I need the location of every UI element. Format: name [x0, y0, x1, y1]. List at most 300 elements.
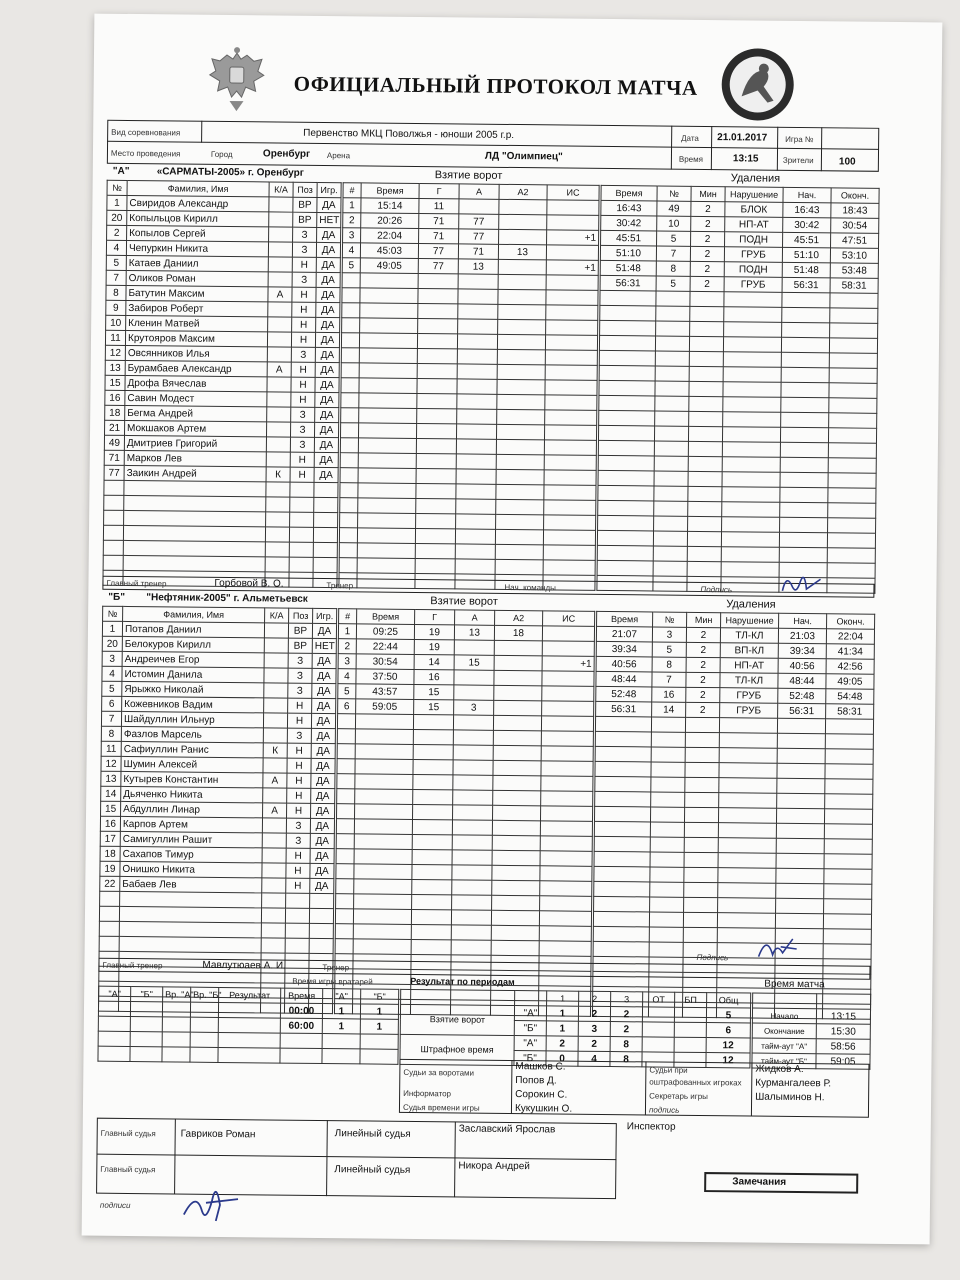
player-name — [123, 555, 265, 571]
penalty-end — [824, 899, 872, 915]
goal-time — [357, 528, 415, 544]
goal-situation — [539, 911, 591, 927]
goal-number — [340, 498, 358, 513]
player-played — [313, 542, 337, 557]
goal-assist-2 — [496, 469, 544, 485]
player-name: Бурамбаев Александр — [125, 360, 267, 376]
goal-assist-1 — [457, 394, 497, 409]
goal-scorer: 11 — [419, 199, 459, 214]
player-name: Бегма Андрей — [125, 405, 267, 421]
player-position: Н — [291, 377, 315, 392]
gk-cell — [190, 1002, 218, 1017]
penalty-header-cell: Нарушение — [721, 613, 779, 629]
goal-situation — [545, 410, 597, 426]
teamA-coach-label: Главный тренер — [106, 578, 167, 589]
referee-label-1: Главный судья — [100, 1128, 156, 1139]
penalty-minutes — [688, 471, 722, 486]
goal-assist-1 — [452, 805, 492, 820]
goal-situation — [542, 701, 594, 717]
player-role — [261, 923, 285, 938]
penalty-end: 47:51 — [831, 233, 879, 249]
goal-number — [336, 879, 354, 894]
penalty-player: 3 — [652, 627, 686, 642]
player-played: ДА — [311, 728, 335, 743]
goal-scorer — [416, 423, 456, 438]
goal-assist-2 — [492, 835, 540, 851]
penalty-minutes — [683, 912, 717, 927]
goal-assist-2 — [493, 715, 541, 731]
player-position: З — [286, 818, 310, 833]
penalty-player — [650, 837, 684, 852]
goal-time — [354, 879, 412, 895]
penalty-player — [654, 441, 688, 456]
penalty-violation: ПОДН — [724, 262, 782, 278]
goals-header-cell: Время — [361, 183, 419, 199]
goal-scorer — [415, 528, 455, 543]
goal-assist-1 — [452, 895, 492, 910]
player-position: З — [292, 242, 316, 257]
goal-assist-1 — [453, 760, 493, 775]
player-number: 49 — [104, 435, 124, 450]
roster-header-cell: Поз — [293, 182, 317, 197]
goal-situation — [546, 305, 598, 321]
goal-situation — [545, 365, 597, 381]
goal-assist-1 — [454, 670, 494, 685]
penalty-start — [782, 322, 830, 338]
goal-assist-1 — [457, 364, 497, 379]
penalty-start — [781, 412, 829, 428]
goal-number — [341, 348, 359, 363]
goal-assist-1 — [453, 730, 493, 745]
penalty-header-cell: Время — [601, 185, 657, 201]
player-played: ДА — [315, 347, 339, 362]
penalty-end — [825, 794, 873, 810]
penalty-end — [828, 443, 876, 459]
penalty-time — [599, 335, 655, 351]
player-played: ДА — [314, 452, 338, 467]
penalty-minutes — [687, 561, 721, 576]
goal-assist-1 — [451, 925, 491, 940]
player-played: ДА — [310, 818, 334, 833]
penalty-header-cell: Время — [597, 611, 653, 627]
period-goals-cell — [642, 1022, 674, 1037]
penalty-player: 10 — [657, 216, 691, 231]
period-header-cell: БП — [675, 992, 707, 1007]
goal-judge-1: Машков С. — [515, 1061, 566, 1073]
penalty-end — [827, 563, 875, 579]
goal-assist-2 — [493, 790, 541, 806]
goal-assist-1 — [453, 775, 493, 790]
goal-situation — [546, 245, 598, 261]
teamB-coach-label: Главный тренер — [102, 960, 163, 971]
goal-situation — [545, 335, 597, 351]
remarks-label: Замечания — [732, 1176, 787, 1188]
penalty-end — [825, 749, 873, 765]
goal-time — [357, 558, 415, 574]
goal-number — [337, 759, 355, 774]
penalty-player — [649, 942, 683, 957]
goal-scorer — [417, 348, 457, 363]
goal-scorer — [416, 453, 456, 468]
gk-header-cell: "Б" — [361, 989, 399, 1004]
goal-situation — [545, 350, 597, 366]
goal-assist-1 — [452, 880, 492, 895]
player-position: ВР — [293, 197, 317, 212]
goal-scorer — [417, 333, 457, 348]
goal-time — [355, 729, 413, 745]
penalty-minutes — [685, 732, 719, 747]
goal-time — [360, 318, 418, 334]
penalty-time — [598, 515, 654, 531]
penalty-player — [653, 531, 687, 546]
goalkeeper-time-table — [97, 986, 399, 1065]
goal-situation — [540, 821, 592, 837]
penalty-player — [649, 912, 683, 927]
penalty-header-cell: Оконч. — [831, 188, 879, 204]
penalty-time — [595, 761, 651, 777]
player-number: 2 — [107, 225, 127, 240]
player-role: А — [267, 362, 291, 377]
penalty-violation — [723, 367, 781, 383]
goal-assist-1 — [451, 910, 491, 925]
goal-assist-2 — [496, 484, 544, 500]
goal-assist-1: 3 — [454, 700, 494, 715]
penalty-time: 30:42 — [601, 215, 657, 231]
player-number: 12 — [105, 345, 125, 360]
player-played — [314, 482, 338, 497]
player-played: НЕТ — [317, 212, 341, 227]
goal-number — [341, 333, 359, 348]
goal-number: 1 — [338, 624, 356, 639]
player-name: Сафиуллин Ранис — [121, 741, 263, 757]
goal-scorer — [411, 939, 451, 954]
player-position — [286, 893, 310, 908]
penalty-end: 58:31 — [826, 704, 874, 720]
penalty-time — [600, 320, 656, 336]
gk-time-title: Время игры вратарей — [292, 976, 373, 987]
goal-assist-2 — [498, 274, 546, 290]
player-number: 4 — [106, 240, 126, 255]
penalty-time — [599, 365, 655, 381]
goal-scorer — [413, 744, 453, 759]
period-pim-cell: 12 — [706, 1038, 750, 1053]
player-role — [265, 557, 289, 572]
goal-situation: +1 — [547, 230, 599, 246]
penalty-judge-1: Жидков А. — [755, 1063, 804, 1076]
player-name: Кожевников Вадим — [122, 696, 264, 712]
goal-assist-2 — [492, 895, 540, 911]
player-number: 1 — [102, 621, 122, 636]
goal-situation — [540, 806, 592, 822]
penalty-start — [775, 913, 823, 929]
penalty-violation — [719, 793, 777, 809]
player-name: Крутояров Максим — [125, 330, 267, 346]
penalty-player — [654, 486, 688, 501]
player-number — [104, 510, 124, 525]
page-title: ОФИЦИАЛЬНЫЙ ПРОТОКОЛ МАТЧА — [293, 71, 698, 100]
signatures-label: подписи — [99, 1200, 131, 1211]
goal-assist-2: 13 — [498, 244, 546, 260]
goal-assist-1 — [453, 715, 493, 730]
date-label: Дата — [681, 133, 699, 143]
goal-time — [358, 453, 416, 469]
goal-assist-1 — [454, 640, 494, 655]
player-name: Забиров Роберт — [126, 300, 268, 316]
penalty-violation — [722, 472, 780, 488]
penalty-violation — [724, 307, 782, 323]
player-role — [267, 407, 291, 422]
penalty-violation — [723, 382, 781, 398]
player-name — [119, 936, 261, 952]
penalty-violation — [721, 547, 779, 563]
player-position: ВР — [288, 623, 312, 638]
spectators-value: 100 — [838, 156, 856, 168]
teamB-pen-title: Удаления — [726, 598, 776, 611]
goal-number: 2 — [343, 213, 361, 228]
goal-time — [360, 273, 418, 289]
gk-cell — [130, 1032, 162, 1047]
player-name: Онишко Никита — [120, 861, 262, 877]
player-name — [124, 510, 266, 526]
period-header-cell: Общ — [707, 993, 751, 1008]
goal-scorer: 71 — [419, 214, 459, 229]
penalty-minutes — [688, 426, 722, 441]
player-played: ДА — [316, 257, 340, 272]
player-position: Н — [287, 713, 311, 728]
goal-situation — [545, 380, 597, 396]
penalty-header-cell: Нарушение — [725, 187, 783, 203]
player-name: Копыльцов Кирилл — [127, 210, 269, 226]
goal-assist-2 — [499, 214, 547, 230]
goal-number: 1 — [343, 198, 361, 213]
gk-header-cell: Вр. "А" — [163, 987, 191, 1002]
penalty-player — [654, 426, 688, 441]
penalty-minutes: 2 — [686, 642, 720, 657]
period-goals-cell — [642, 1007, 674, 1022]
penalty-header-cell: Нач. — [783, 187, 831, 203]
goal-assist-1 — [452, 850, 492, 865]
period-goals-cell: 3 — [578, 1021, 610, 1036]
goal-scorer — [418, 273, 458, 288]
penalty-start — [776, 823, 824, 839]
penalty-violation — [724, 322, 782, 338]
penalty-minutes — [684, 807, 718, 822]
goal-assist-1 — [454, 685, 494, 700]
player-played: ДА — [312, 668, 336, 683]
gk-time — [280, 1033, 322, 1048]
gk-header-cell: Результат — [219, 987, 281, 1003]
period-pim-cell: "Б" — [514, 1051, 546, 1066]
teamB-coach-signature — [753, 933, 801, 964]
goal-scorer: 15 — [414, 699, 454, 714]
goal-situation — [545, 395, 597, 411]
player-role — [261, 908, 285, 923]
penalty-minutes: 2 — [686, 657, 720, 672]
penalty-time — [594, 806, 650, 822]
player-number: 7 — [106, 270, 126, 285]
goal-assist-1 — [456, 454, 496, 469]
penalty-time: 45:51 — [601, 230, 657, 246]
gk-header-cell: Время — [281, 988, 323, 1003]
player-position: Н — [287, 758, 311, 773]
period-goals-cell: 5 — [706, 1008, 750, 1023]
player-number — [99, 921, 119, 936]
penalty-start — [782, 292, 830, 308]
teamA-trainer-label: Тренер — [326, 581, 354, 591]
goal-number — [341, 378, 359, 393]
player-position: З — [288, 683, 312, 698]
penalty-minutes — [689, 411, 723, 426]
goal-number — [336, 894, 354, 909]
penalty-end — [823, 929, 871, 945]
penalty-violation — [722, 457, 780, 473]
player-name — [119, 921, 261, 937]
player-number: 77 — [104, 465, 124, 480]
penalty-header-cell: Нач. — [779, 613, 827, 629]
penalty-minutes — [685, 762, 719, 777]
player-number: 8 — [106, 285, 126, 300]
player-number: 6 — [102, 696, 122, 711]
penalty-time — [595, 731, 651, 747]
goal-situation — [546, 290, 598, 306]
player-role — [264, 683, 288, 698]
gk-team-a: 1 — [322, 1019, 360, 1034]
player-number: 13 — [105, 360, 125, 375]
player-role — [261, 938, 285, 953]
goal-time: 43:57 — [356, 684, 414, 700]
penalty-time — [599, 380, 655, 396]
goals-header-cell: Время — [357, 609, 415, 625]
penalty-minutes — [683, 927, 717, 942]
teamB-tag: "Б" — [108, 591, 126, 603]
goal-assist-1 — [452, 835, 492, 850]
player-role: А — [263, 803, 287, 818]
goal-assist-2 — [495, 529, 543, 545]
penalty-player: 5 — [657, 231, 691, 246]
player-number — [99, 936, 119, 951]
goal-time — [354, 834, 412, 850]
goal-time: 30:54 — [356, 654, 414, 670]
penalty-start — [776, 883, 824, 899]
goal-scorer — [417, 408, 457, 423]
goal-number — [340, 468, 358, 483]
goal-assist-1 — [456, 514, 496, 529]
goal-scorer: 15 — [414, 684, 454, 699]
penalty-header-cell: Оконч. — [827, 614, 875, 630]
player-number — [103, 555, 123, 570]
player-played: ДА — [316, 317, 340, 332]
goal-time: 20:26 — [361, 213, 419, 229]
penalty-minutes — [685, 792, 719, 807]
goal-number — [342, 303, 360, 318]
teamA-penalties-table — [596, 185, 879, 594]
player-role — [266, 437, 290, 452]
penalty-violation — [723, 397, 781, 413]
gk-cell — [218, 1032, 280, 1048]
player-name: Сахапов Тимур — [120, 846, 262, 862]
goal-number — [339, 558, 357, 573]
goals-header-cell: Г — [415, 609, 455, 624]
player-role: К — [266, 467, 290, 482]
goal-time: 09:25 — [356, 624, 414, 640]
penalty-end — [827, 533, 875, 549]
player-position — [289, 557, 313, 572]
linesman-label-2: Линейный судья — [334, 1164, 411, 1176]
match-time-title: Время матча — [764, 978, 825, 991]
penalty-violation — [722, 442, 780, 458]
player-role — [267, 377, 291, 392]
goal-assist-1 — [456, 484, 496, 499]
goal-assist-2 — [495, 559, 543, 575]
goal-assist-1 — [456, 469, 496, 484]
goal-assist-1 — [452, 820, 492, 835]
goal-time — [355, 714, 413, 730]
penalty-minutes — [685, 777, 719, 792]
penalty-end — [829, 368, 877, 384]
penalty-player — [655, 351, 689, 366]
player-name: Андреичев Егор — [122, 651, 264, 667]
goal-number — [336, 864, 354, 879]
penalty-time — [594, 851, 650, 867]
timekeeper-label: Судья времени игры — [402, 1102, 480, 1113]
goal-situation — [543, 530, 595, 546]
goal-assist-2 — [498, 319, 546, 335]
goal-situation — [541, 716, 593, 732]
goal-situation — [540, 881, 592, 897]
player-role — [262, 848, 286, 863]
goal-scorer — [413, 774, 453, 789]
teamB-goals-title: Взятие ворот — [430, 595, 498, 608]
penalty-player — [649, 927, 683, 942]
goal-assist-1 — [455, 529, 495, 544]
goal-time: 22:44 — [356, 639, 414, 655]
penalty-time: 51:48 — [600, 260, 656, 276]
player-role — [264, 623, 288, 638]
goal-assist-2 — [498, 289, 546, 305]
player-position: З — [288, 668, 312, 683]
penalty-player — [654, 456, 688, 471]
player-name — [124, 495, 266, 511]
goal-number: 6 — [338, 699, 356, 714]
player-role: К — [263, 743, 287, 758]
player-position: Н — [292, 302, 316, 317]
period-goals-label: Взятие ворот — [400, 1004, 514, 1035]
goal-number — [337, 729, 355, 744]
player-name: Дрофа Вячеслав — [125, 375, 267, 391]
penalty-minutes — [684, 852, 718, 867]
penalty-start — [777, 793, 825, 809]
player-played: ДА — [311, 788, 335, 803]
penalty-time — [598, 440, 654, 456]
roster-header-cell: Игр. — [313, 608, 337, 623]
player-number — [104, 480, 124, 495]
player-number: 18 — [105, 405, 125, 420]
roster-header-cell: Поз — [289, 608, 313, 623]
player-played: ДА — [312, 653, 336, 668]
penalty-minutes: 2 — [686, 627, 720, 642]
penalty-minutes: 2 — [691, 201, 725, 216]
goal-time — [355, 789, 413, 805]
player-position: Н — [291, 392, 315, 407]
goal-assist-2 — [494, 655, 542, 671]
goal-situation — [541, 791, 593, 807]
goal-assist-2 — [496, 424, 544, 440]
penalty-start — [779, 547, 827, 563]
penalty-minutes — [689, 366, 723, 381]
goal-situation — [544, 485, 596, 501]
player-role — [263, 728, 287, 743]
penalty-start — [780, 457, 828, 473]
